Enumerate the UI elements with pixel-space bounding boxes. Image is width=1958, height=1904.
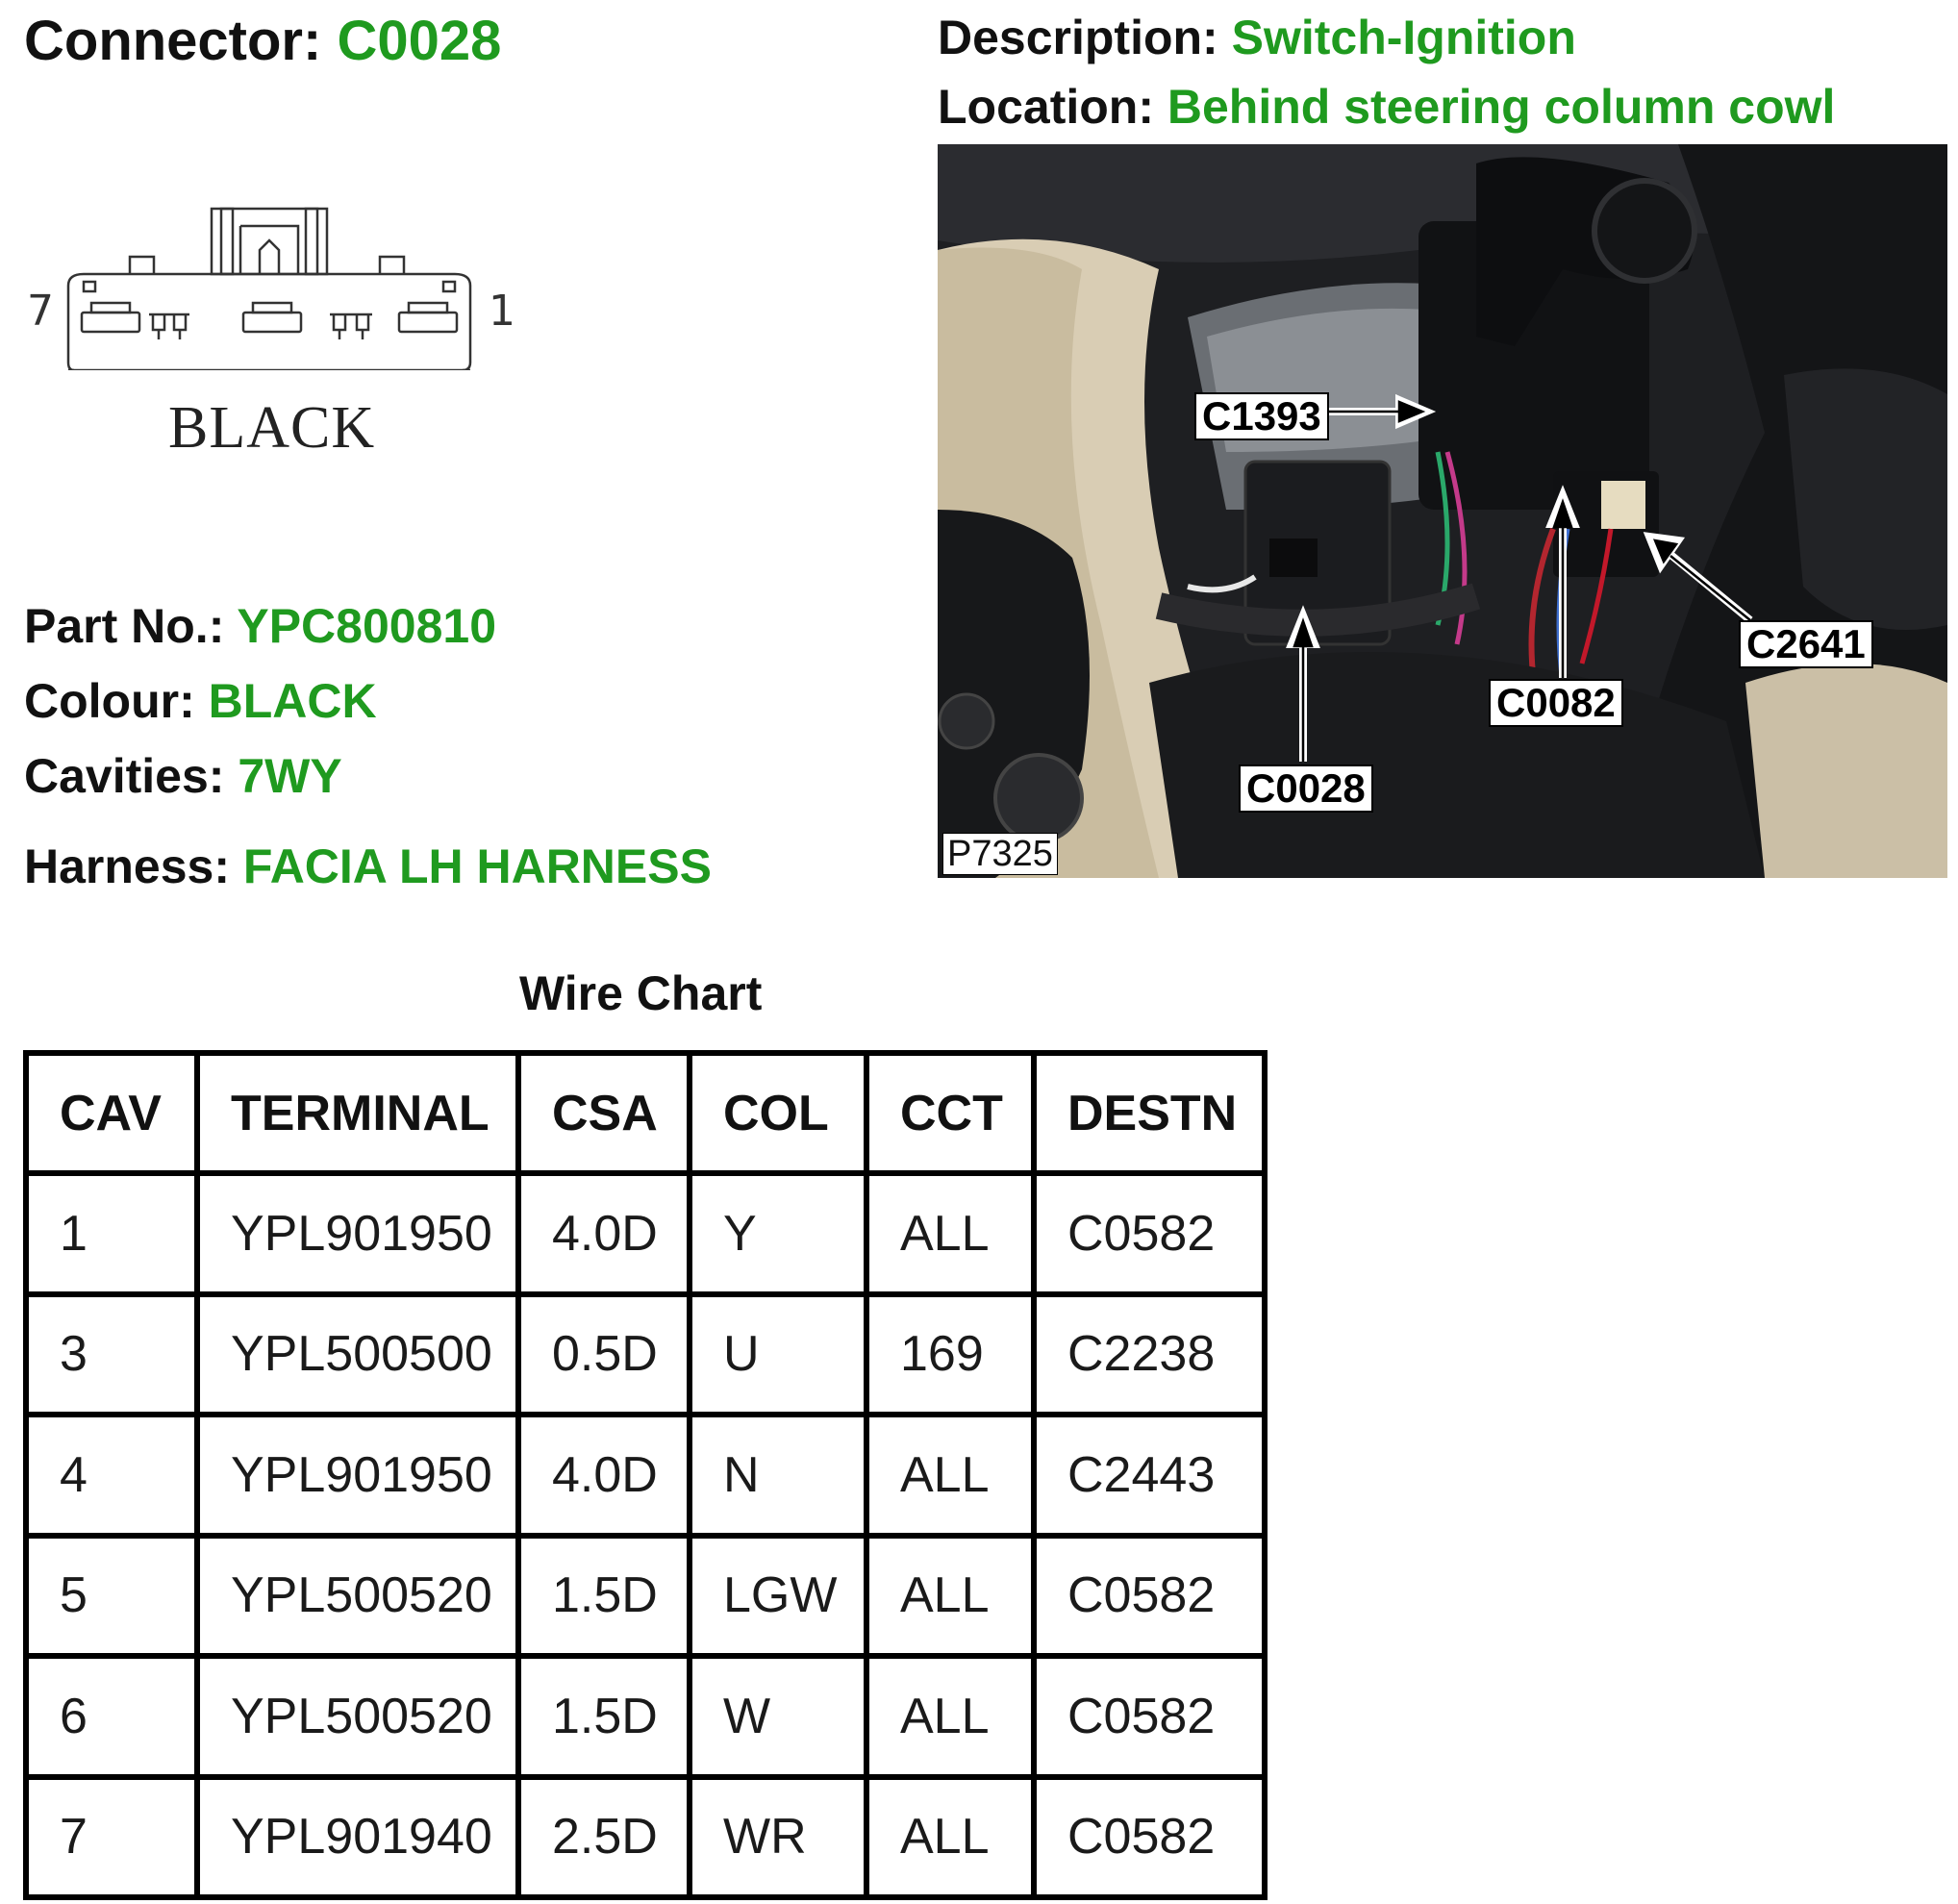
location-field — [938, 80, 1836, 134]
cell-csa: 1.5D — [518, 1536, 690, 1657]
harness-field — [24, 839, 712, 893]
cell-destn: C0582 — [1034, 1777, 1265, 1898]
description-value: Switch-Ignition — [1231, 11, 1576, 64]
cell-cav: 4 — [26, 1415, 197, 1536]
table-row — [26, 1173, 1265, 1294]
cell-cct: ALL — [866, 1415, 1034, 1536]
connector-face-diagram — [24, 197, 486, 370]
column-header-destn: DESTN — [1034, 1053, 1265, 1173]
description-label: Description: — [938, 11, 1218, 64]
cell-cav: 6 — [26, 1656, 197, 1777]
column-header-cav: CAV — [26, 1053, 197, 1173]
column-header-terminal: TERMINAL — [197, 1053, 518, 1173]
cell-terminal: YPL901950 — [197, 1415, 518, 1536]
cell-csa: 0.5D — [518, 1294, 690, 1415]
column-header-cct: CCT — [866, 1053, 1034, 1173]
cell-col: LGW — [690, 1536, 866, 1657]
cell-csa: 4.0D — [518, 1415, 690, 1536]
location-label: Location: — [938, 80, 1154, 134]
cell-destn: C2238 — [1034, 1294, 1265, 1415]
column-header-csa: CSA — [518, 1053, 690, 1173]
cell-col: Y — [690, 1173, 866, 1294]
cell-cct: ALL — [866, 1536, 1034, 1657]
cell-cav: 7 — [26, 1777, 197, 1898]
wire-chart-title: Wire Chart — [519, 966, 763, 1020]
cell-csa: 1.5D — [518, 1656, 690, 1777]
table-row — [26, 1777, 1265, 1898]
callout-c2641: C2641 — [1739, 620, 1873, 668]
location-value: Behind steering column cowl — [1167, 80, 1836, 134]
harness-label: Harness: — [24, 839, 230, 893]
cell-terminal: YPL901950 — [197, 1173, 518, 1294]
wire-chart-table — [23, 1050, 1268, 1900]
cell-terminal: YPL500500 — [197, 1294, 518, 1415]
column-header-col: COL — [690, 1053, 866, 1173]
part-number-field — [24, 599, 497, 653]
cell-destn: C0582 — [1034, 1656, 1265, 1777]
callout-c0028: C0028 — [1239, 764, 1373, 813]
cell-cav: 5 — [26, 1536, 197, 1657]
cell-terminal: YPL500520 — [197, 1536, 518, 1657]
part-number-label: Part No.: — [24, 599, 225, 653]
pin-label-7: 7 — [27, 287, 54, 336]
table-row — [26, 1294, 1265, 1415]
photo-reference: P7325 — [942, 833, 1058, 875]
cell-col: N — [690, 1415, 866, 1536]
diagram-colour-label: BLACK — [168, 395, 376, 461]
cavities-field — [24, 749, 342, 803]
cell-terminal: YPL500520 — [197, 1656, 518, 1777]
table-header-row — [26, 1053, 1265, 1173]
location-photo — [938, 144, 1947, 878]
cell-csa: 4.0D — [518, 1173, 690, 1294]
colour-value: BLACK — [208, 674, 377, 728]
cell-cav: 3 — [26, 1294, 197, 1415]
cell-cct: ALL — [866, 1173, 1034, 1294]
part-number-value: YPC800810 — [237, 599, 497, 653]
cell-csa: 2.5D — [518, 1777, 690, 1898]
connector-value: C0028 — [337, 10, 502, 72]
colour-label: Colour: — [24, 674, 195, 728]
cell-cct: 169 — [866, 1294, 1034, 1415]
connector-field — [24, 10, 502, 72]
cell-col: U — [690, 1294, 866, 1415]
callout-c0082: C0082 — [1489, 679, 1623, 727]
table-row — [26, 1536, 1265, 1657]
harness-value: FACIA LH HARNESS — [242, 839, 712, 893]
cell-cct: ALL — [866, 1656, 1034, 1777]
table-row — [26, 1415, 1265, 1536]
cell-col: WR — [690, 1777, 866, 1898]
callout-c1393: C1393 — [1194, 392, 1329, 440]
colour-field — [24, 674, 377, 728]
cavities-value: 7WY — [238, 749, 342, 803]
cell-terminal: YPL901940 — [197, 1777, 518, 1898]
cell-col: W — [690, 1656, 866, 1777]
description-field — [938, 13, 1576, 62]
cell-cct: ALL — [866, 1777, 1034, 1898]
pin-label-1: 1 — [489, 287, 515, 336]
cell-destn: C2443 — [1034, 1415, 1265, 1536]
cell-destn: C0582 — [1034, 1536, 1265, 1657]
cavities-label: Cavities: — [24, 749, 225, 803]
table-row — [26, 1656, 1265, 1777]
cell-cav: 1 — [26, 1173, 197, 1294]
connector-label: Connector: — [24, 10, 322, 72]
cell-destn: C0582 — [1034, 1173, 1265, 1294]
